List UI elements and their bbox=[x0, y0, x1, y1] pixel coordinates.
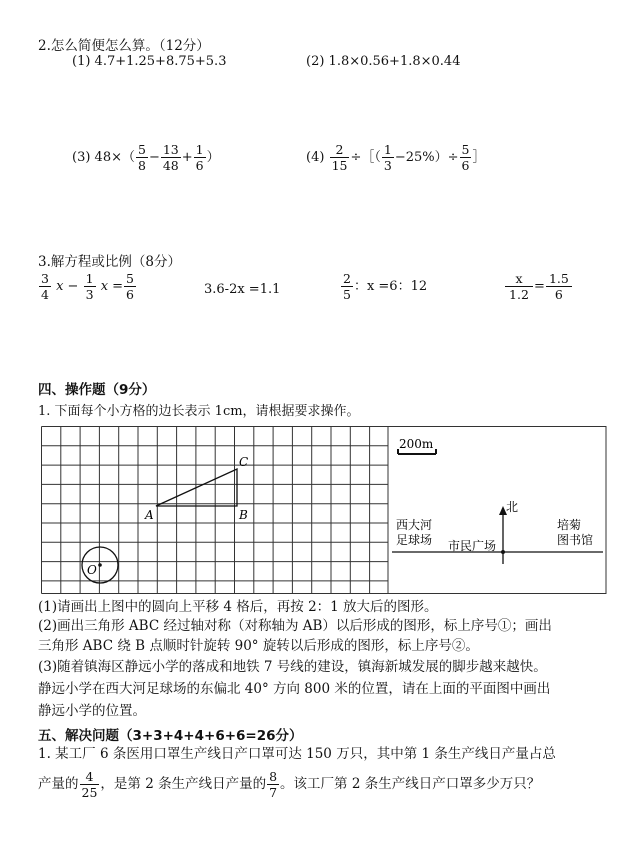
map-panel bbox=[388, 427, 606, 594]
instruction-2b: 三角形 ABC 绕 B 点顺时针旋转 90° 旋转以后形成的图形，标上序号②。 bbox=[38, 638, 479, 654]
map-left-label-1: 西大河 bbox=[396, 518, 433, 532]
instruction-3b: 静远小学在西大河足球场的东偏北 40° 方向 800 米的位置，请在上面的平面图中画出 bbox=[38, 681, 551, 697]
q2-problem-4: (4) $\frac{2}{15}$ ÷［（ $\frac{1}{3}$ −25%）÷ $\frac{5}{6}$ ］ bbox=[306, 142, 486, 173]
map-center-label: 市民广场 bbox=[448, 539, 497, 553]
north-label: 北 bbox=[506, 500, 519, 514]
q3-equation-2: 3.6-2x =1.1 bbox=[204, 282, 281, 297]
figure-grid-and-map bbox=[41, 426, 607, 594]
q2-title: 2.怎么简便怎么算。（12分） bbox=[38, 38, 210, 54]
label-o: O bbox=[87, 563, 97, 577]
section5-question-1b: 产量的 $\frac{4}{25}$ ，是第 2 条生产线日产量的 $\frac{8}{7}$ 。该工厂第 2 条生产线日产口罩多少万只？ bbox=[38, 769, 541, 800]
instruction-3c: 静远小学的位置。 bbox=[38, 703, 146, 719]
plaza-point bbox=[501, 550, 505, 554]
map-right-label-2: 图书馆 bbox=[557, 533, 594, 547]
section5-question-1a: 1. 某工厂 6 条医用口罩生产线日产口罩可达 150 万只，其中第 1 条生产线日产量占总 bbox=[38, 746, 556, 762]
q3-equation-1: $\frac{3}{4}$ x − $\frac{1}{3}$ x = $\frac{5}{6}$ bbox=[41, 271, 134, 302]
q3-title: 3.解方程或比例（8分） bbox=[38, 254, 181, 270]
circle-center bbox=[98, 563, 102, 567]
map-left-label-2: 足球场 bbox=[396, 533, 433, 547]
section4-title: 四、操作题（9分） bbox=[38, 382, 156, 398]
instruction-2a: (2)画出三角形 ABC 经过轴对称（对称轴为 AB）以后形成的图形，标上序号①；画出 bbox=[38, 618, 552, 634]
instruction-1: (1)请画出上图中的圆向上平移 4 格后，再按 2：1 放大后的图形。 bbox=[38, 599, 438, 615]
q2-problem-3: (3) 48×（ $\frac{5}{8}$ − $\frac{13}{48}$ + $\frac{1}{6}$ ） bbox=[72, 142, 220, 173]
label-b: B bbox=[239, 508, 248, 522]
map-right-label-1: 培菊 bbox=[557, 518, 582, 532]
q2-problem-2: (2) 1.8×0.56+1.8×0.44 bbox=[306, 54, 461, 69]
scale-label: 200m bbox=[399, 437, 434, 451]
section4-question-1: 1. 下面每个小方格的边长表示 1cm，请根据要求操作。 bbox=[38, 404, 360, 419]
q3-equation-3: $\frac{2}{5}$ ：x =6：12 bbox=[343, 271, 428, 302]
label-a: A bbox=[145, 508, 154, 522]
label-c: C bbox=[239, 455, 249, 469]
q3-equation-4: $\frac{x}{1.2}$ = $\frac{1.5}{6}$ bbox=[504, 271, 573, 302]
instruction-3a: (3)随着镇海区静远小学的落成和地铁 7 号线的建设，镇海新城发展的脚步越来越快。 bbox=[38, 659, 547, 675]
section5-title: 五、解决问题（3+3+4+4+6+6=26分） bbox=[38, 728, 303, 744]
q2-problem-1: (1) 4.7+1.25+8.75+5.3 bbox=[72, 54, 227, 69]
triangle-abc bbox=[156, 469, 237, 506]
